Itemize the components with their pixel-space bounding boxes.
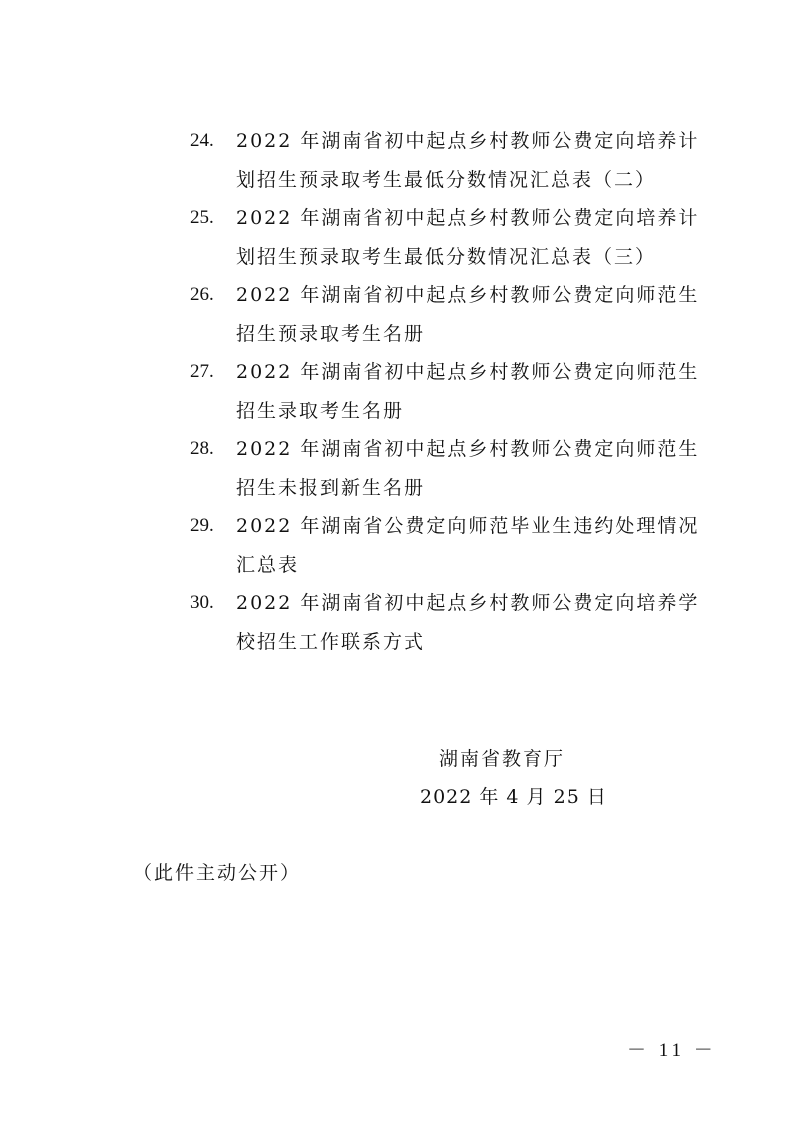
item-line: 校招生工作联系方式 — [236, 630, 426, 653]
issuing-organization: 湖南省教育厅 — [439, 748, 566, 770]
item-line: 2022 年湖南省初中起点乡村教师公费定向师范生 — [236, 438, 700, 460]
attachment-list — [190, 122, 710, 661]
item-text — [236, 122, 700, 199]
item-line: 2022 年湖南省公费定向师范毕业生违约处理情况 — [236, 515, 700, 537]
item-line: 招生未报到新生名册 — [236, 476, 426, 499]
item-line: 2022 年湖南省初中起点乡村教师公费定向师范生 — [236, 284, 700, 306]
list-item — [190, 276, 710, 353]
item-text — [236, 276, 700, 353]
item-number: 26. — [190, 284, 214, 305]
list-item — [190, 353, 710, 430]
list-item — [190, 430, 710, 507]
item-number: 24. — [190, 130, 214, 151]
item-line: 汇总表 — [236, 553, 300, 576]
item-text — [236, 199, 700, 276]
item-text — [236, 430, 700, 507]
item-line: 划招生预录取考生最低分数情况汇总表（三） — [236, 245, 657, 268]
list-item — [190, 122, 710, 199]
item-number: 29. — [190, 515, 214, 536]
page-number: － 11 － — [627, 1040, 717, 1061]
list-item — [190, 199, 710, 276]
item-line: 招生录取考生名册 — [236, 399, 405, 422]
list-item — [190, 584, 710, 661]
item-line: 2022 年湖南省初中起点乡村教师公费定向培养计 — [236, 130, 700, 152]
item-number: 30. — [190, 592, 214, 613]
item-line: 2022 年湖南省初中起点乡村教师公费定向培养学 — [236, 592, 700, 614]
item-text — [236, 353, 700, 430]
item-line: 招生预录取考生名册 — [236, 322, 426, 345]
item-number: 25. — [190, 207, 214, 228]
item-number: 27. — [190, 361, 214, 382]
item-text — [236, 584, 700, 661]
list-item — [190, 507, 710, 584]
item-line: 2022 年湖南省初中起点乡村教师公费定向师范生 — [236, 361, 700, 383]
item-line: 划招生预录取考生最低分数情况汇总表（二） — [236, 168, 657, 191]
item-number: 28. — [190, 438, 214, 459]
issue-date: 2022 年 4 月 25 日 — [420, 786, 607, 808]
disclosure-note: （此件主动公开） — [133, 862, 302, 884]
item-text — [236, 507, 700, 584]
item-line: 2022 年湖南省初中起点乡村教师公费定向培养计 — [236, 207, 700, 229]
